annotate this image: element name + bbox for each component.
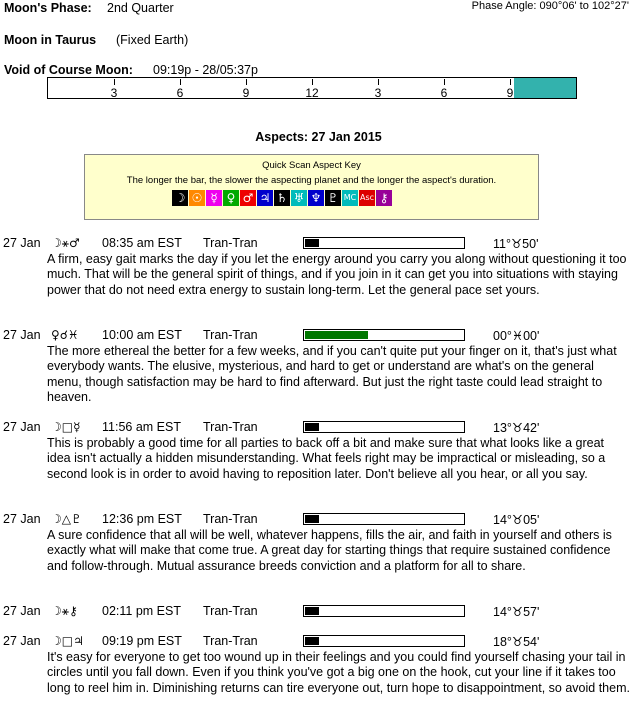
timeline-tick-label: 3 [374,86,382,100]
aspect-duration-bar [303,421,465,433]
aspect-type: Tran-Tran [203,420,258,434]
aspect-description: A sure confidence that all will be well, whatever happens, fills the air, and faith in yourself and others is exactly what will make that come true. A great day for starting things that require sustained confidence and follow-through. Mutual assurance breeds conviction and a platform for all to share. [47,528,612,573]
aspect-duration-fill [305,607,319,615]
void-of-course-value: 09:19p - 28/05:37p [153,63,258,77]
aspect-key-glyph-icon: ☽ [172,190,188,206]
timeline-tick-label: 9 [506,86,514,100]
aspect-type: Tran-Tran [203,236,258,250]
moon-phase-label: Moon's Phase: [4,1,92,15]
aspect-degree: 14°♉05' [493,513,540,527]
aspect-date: 27 Jan [3,512,41,526]
aspect-key-glyphs [172,190,393,206]
aspect-description: A firm, easy gait marks the day if you let the energy around you carry you along without questioning it too much. That will be the general spirit of things, and if you join in it can get you into situations with staying power that do not need extra energy to sustain long-term. Let the general pace set yours. [47,252,627,297]
aspect-type: Tran-Tran [203,604,258,618]
timeline-tick-label: 3 [110,86,118,100]
aspect-duration-fill [305,239,319,247]
aspect-type: Tran-Tran [203,634,258,648]
aspect-description: The more ethereal the better for a few weeks, and if you can't quite put your finger on it, that's just what everybody wants. The elusive, mysterious, and hard to get or understand are what's on the general menu, though satisfaction may be hard to find afterward. But just the right taste could lead straight to heaven. [47,344,617,405]
aspect-type: Tran-Tran [203,512,258,526]
aspect-header [0,634,637,650]
aspect-duration-bar [303,605,465,617]
aspect-duration-fill [305,423,319,431]
aspect-date: 27 Jan [3,604,41,618]
aspect-key-glyph-icon: ♂ [240,190,256,206]
aspect-key-glyph-icon: ☿ [206,190,222,206]
aspect-header [0,512,637,528]
aspect-duration-bar [303,635,465,647]
aspect-key-glyph-icon: ♀ [223,190,239,206]
timeline-tick [312,79,313,85]
aspect-time: 08:35 am EST [102,236,182,250]
phase-angle: Phase Angle: 090°06' to 102°27' [471,0,629,12]
aspect-date: 27 Jan [3,634,41,648]
aspect-date: 27 Jan [3,236,41,250]
aspect-entry [0,604,637,620]
aspect-time: 12:36 pm EST [102,512,182,526]
aspect-key-glyph-icon: Asc [359,190,375,206]
timeline-tick [246,79,247,85]
aspect-duration-fill [305,637,319,645]
aspect-entry [0,236,637,298]
timeline-tick-label: 6 [440,86,448,100]
aspect-description: It's easy for everyone to get too wound up in their feelings and you could find yourself chasing your tail in circles until you fall down. Even if you think you've got a big one on the hook, cut your line if it takes too long to reel him in. Diminishing returns can tire everyone out, turn hope to disappointment, so avoid them. [47,650,630,695]
moon-sign: Moon in Taurus [4,33,97,47]
aspect-degree: 14°♉57' [493,605,540,619]
aspect-time: 11:56 am EST [102,420,181,434]
aspect-entry [0,512,637,574]
aspect-key-glyph-icon: ♆ [308,190,324,206]
aspect-key-glyph-icon: ♃ [257,190,273,206]
aspect-duration-bar [303,237,465,249]
timeline-tick [444,79,445,85]
moon-phase-value: 2nd Quarter [107,1,174,15]
void-of-course-label: Void of Course Moon: [4,63,133,77]
aspect-duration-fill [305,515,319,523]
aspect-key-glyph-icon: ♅ [291,190,307,206]
timeline-tick-label: 6 [176,86,184,100]
aspect-duration-fill [305,331,368,339]
aspect-header [0,236,637,252]
aspect-key-glyph-icon: ⚷ [376,190,392,206]
aspect-time: 10:00 am EST [102,328,182,342]
aspect-header [0,604,637,620]
aspect-degree: 18°♉54' [493,635,540,649]
aspects-title: Aspects: 27 Jan 2015 [255,130,382,144]
aspect-degree: 00°♓00' [493,329,540,343]
aspect-key-glyph-icon: ♄ [274,190,290,206]
aspect-entry [0,328,637,406]
moon-sign-detail: (Fixed Earth) [116,33,189,47]
aspect-time: 02:11 pm EST [102,604,181,618]
aspect-degree: 11°♉50' [493,237,539,251]
timeline-tick [180,79,181,85]
aspect-header [0,420,637,436]
aspect-glyphs: ☽⚹⚷ [51,604,78,618]
aspect-glyphs: ☽□☿ [51,420,81,434]
aspect-date: 27 Jan [3,420,41,434]
aspect-key-glyph-icon: ♇ [325,190,341,206]
timeline-tick [510,79,511,85]
aspect-glyphs: ☽△♇ [51,512,82,526]
aspect-header [0,328,637,344]
void-of-course-timeline [47,77,577,99]
aspect-glyphs: ☽□♃ [51,634,84,648]
timeline-tick [114,79,115,85]
aspect-date: 27 Jan [3,328,41,342]
aspect-time: 09:19 pm EST [102,634,182,648]
aspect-glyphs: ♀☌♓ [51,328,79,342]
aspect-duration-bar [303,513,465,525]
aspect-duration-bar [303,329,465,341]
aspect-key-box [84,154,539,220]
timeline-tick [378,79,379,85]
aspect-glyphs: ☽⚹♂ [51,236,80,250]
aspect-entry [0,420,637,482]
aspect-key-glyph-icon: ☉ [189,190,205,206]
void-of-course-fill [514,78,576,98]
aspect-degree: 13°♉42' [493,421,540,435]
aspect-description: This is probably a good time for all parties to back off a bit and make sure that what looks like a great idea isn't actually a hidden misunderstanding. What feels right may be impractical or misleading, so a second look is in order to avoid having to reposition later. Don't believe all you hear, or all you say. [47,436,606,481]
timeline-tick-label: 9 [242,86,250,100]
aspect-type: Tran-Tran [203,328,258,342]
aspect-key-description: The longer the bar, the slower the aspecting planet and the longer the aspect's duration. [126,175,497,186]
aspect-key-title: Quick Scan Aspect Key [262,160,361,171]
timeline-tick-label: 12 [305,86,319,100]
aspect-key-glyph-icon: MC [342,190,358,206]
aspect-entry [0,634,637,696]
